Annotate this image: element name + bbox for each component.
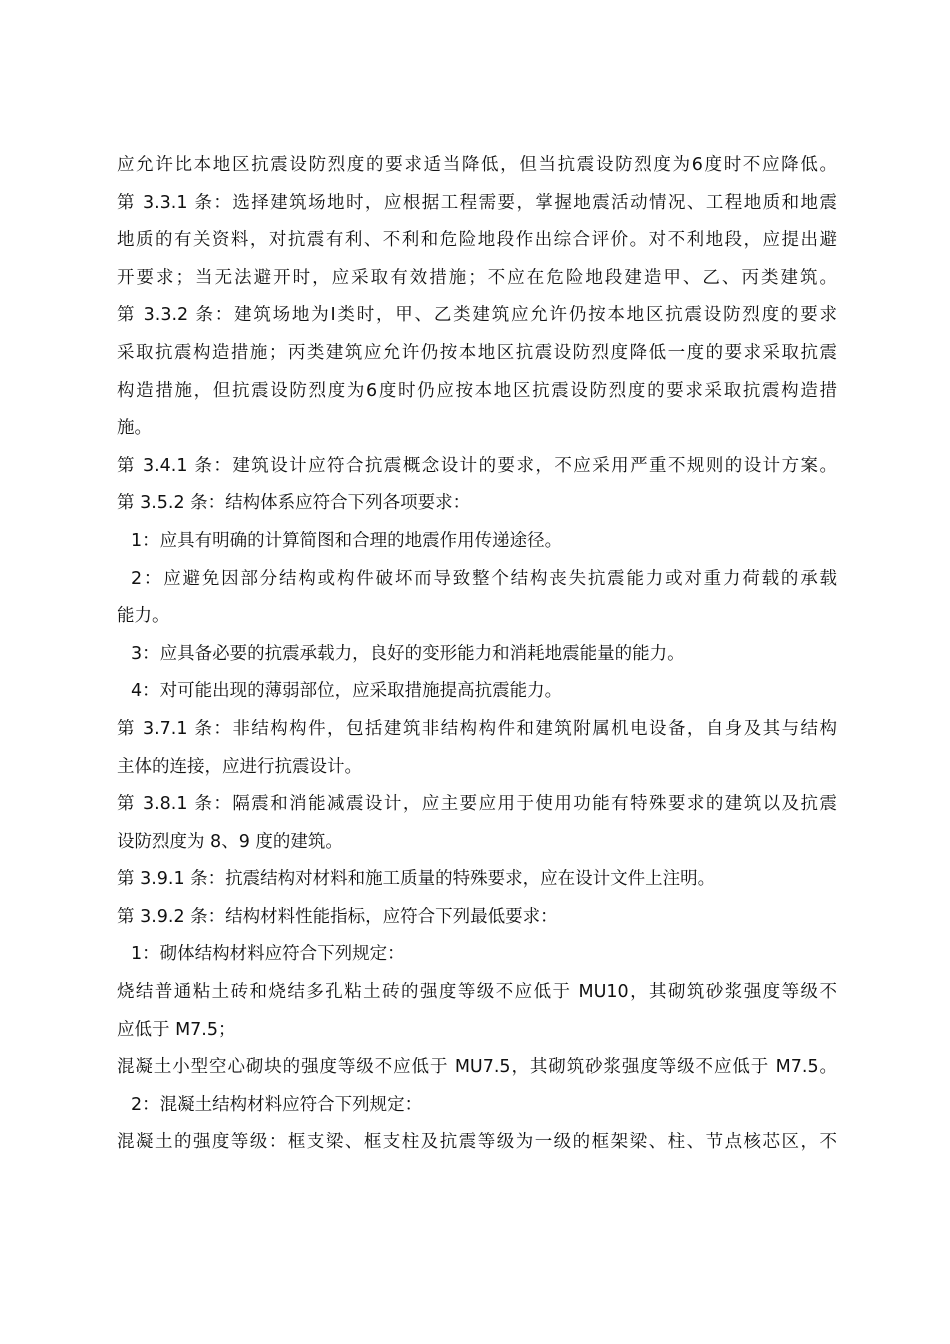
text-line: 第 3.8.1 条：隔震和消能减震设计，应主要应用于使用功能有特殊要求的建筑以及抗震 [117, 794, 837, 815]
list-item: 4：对可能出现的薄弱部位，应采取措施提高抗震能力。 [131, 681, 563, 702]
list-item: 3：应具备必要的抗震承载力，良好的变形能力和消耗地震能量的能力。 [131, 643, 685, 664]
document-page [117, 147, 837, 1162]
text-line: 混凝土小型空心砌块的强度等级不应低于 MU7.5，其砌筑砂浆强度等级不应低于 M7.5。 [117, 1057, 837, 1078]
text-line: 混凝土的强度等级：框支梁、框支柱及抗震等级为一级的框架梁、柱、节点核芯区，不 [117, 1132, 837, 1153]
text-line: 施。 [117, 418, 152, 439]
text-line: 采取抗震构造措施；丙类建筑应允许仍按本地区抗震设防烈度降低一度的要求采取抗震 [117, 342, 837, 363]
text-line: 第 3.7.1 条：非结构构件，包括建筑非结构构件和建筑附属机电设备，自身及其与结构 [117, 718, 837, 739]
text-line: 开要求；当无法避开时，应采取有效措施；不应在危险地段建造甲、乙、丙类建筑。 [117, 267, 837, 288]
text-line: 第 3.3.2 条：建筑场地为Ⅰ类时，甲、乙类建筑应允许仍按本地区抗震设防烈度的要求 [117, 305, 837, 326]
list-item: 1：应具有明确的计算简图和合理的地震作用传递途径。 [131, 530, 563, 551]
text-line: 第 3.4.1 条：建筑设计应符合抗震概念设计的要求，不应采用严重不规则的设计方案。 [117, 455, 837, 476]
text-line: 第 3.5.2 条：结构体系应符合下列各项要求： [117, 493, 471, 514]
text-line: 烧结普通粘土砖和烧结多孔粘土砖的强度等级不应低于 MU10，其砌筑砂浆强度等级不 [117, 982, 837, 1003]
text-line: 能力。 [117, 606, 170, 627]
text-line: 第 3.9.2 条：结构材料性能指标，应符合下列最低要求： [117, 906, 558, 927]
text-line: 主体的连接，应进行抗震设计。 [117, 756, 362, 777]
text-line: 第 3.9.1 条：抗震结构对材料和施工质量的特殊要求，应在设计文件上注明。 [117, 869, 716, 890]
text-line: 设防烈度为 8、9 度的建筑。 [117, 831, 343, 852]
list-item: 1：砌体结构材料应符合下列规定： [131, 944, 405, 965]
list-item: 2：应避免因部分结构或构件破坏而导致整个结构丧失抗震能力或对重力荷载的承载 [131, 568, 837, 589]
text-line: 地质的有关资料，对抗震有利、不利和危险地段作出综合评价。对不利地段，应提出避 [117, 230, 837, 251]
text-line: 构造措施，但抗震设防烈度为6度时仍应按本地区抗震设防烈度的要求采取抗震构造措 [117, 380, 837, 401]
list-item: 2：混凝土结构材料应符合下列规定： [131, 1094, 423, 1115]
text-line: 第 3.3.1 条：选择建筑场地时，应根据工程需要，掌握地震活动情况、工程地质和地震 [117, 192, 837, 213]
text-line: 应低于 M7.5； [117, 1019, 236, 1040]
text-line: 应允许比本地区抗震设防烈度的要求适当降低，但当抗震设防烈度为6度时不应降低。 [117, 155, 837, 175]
